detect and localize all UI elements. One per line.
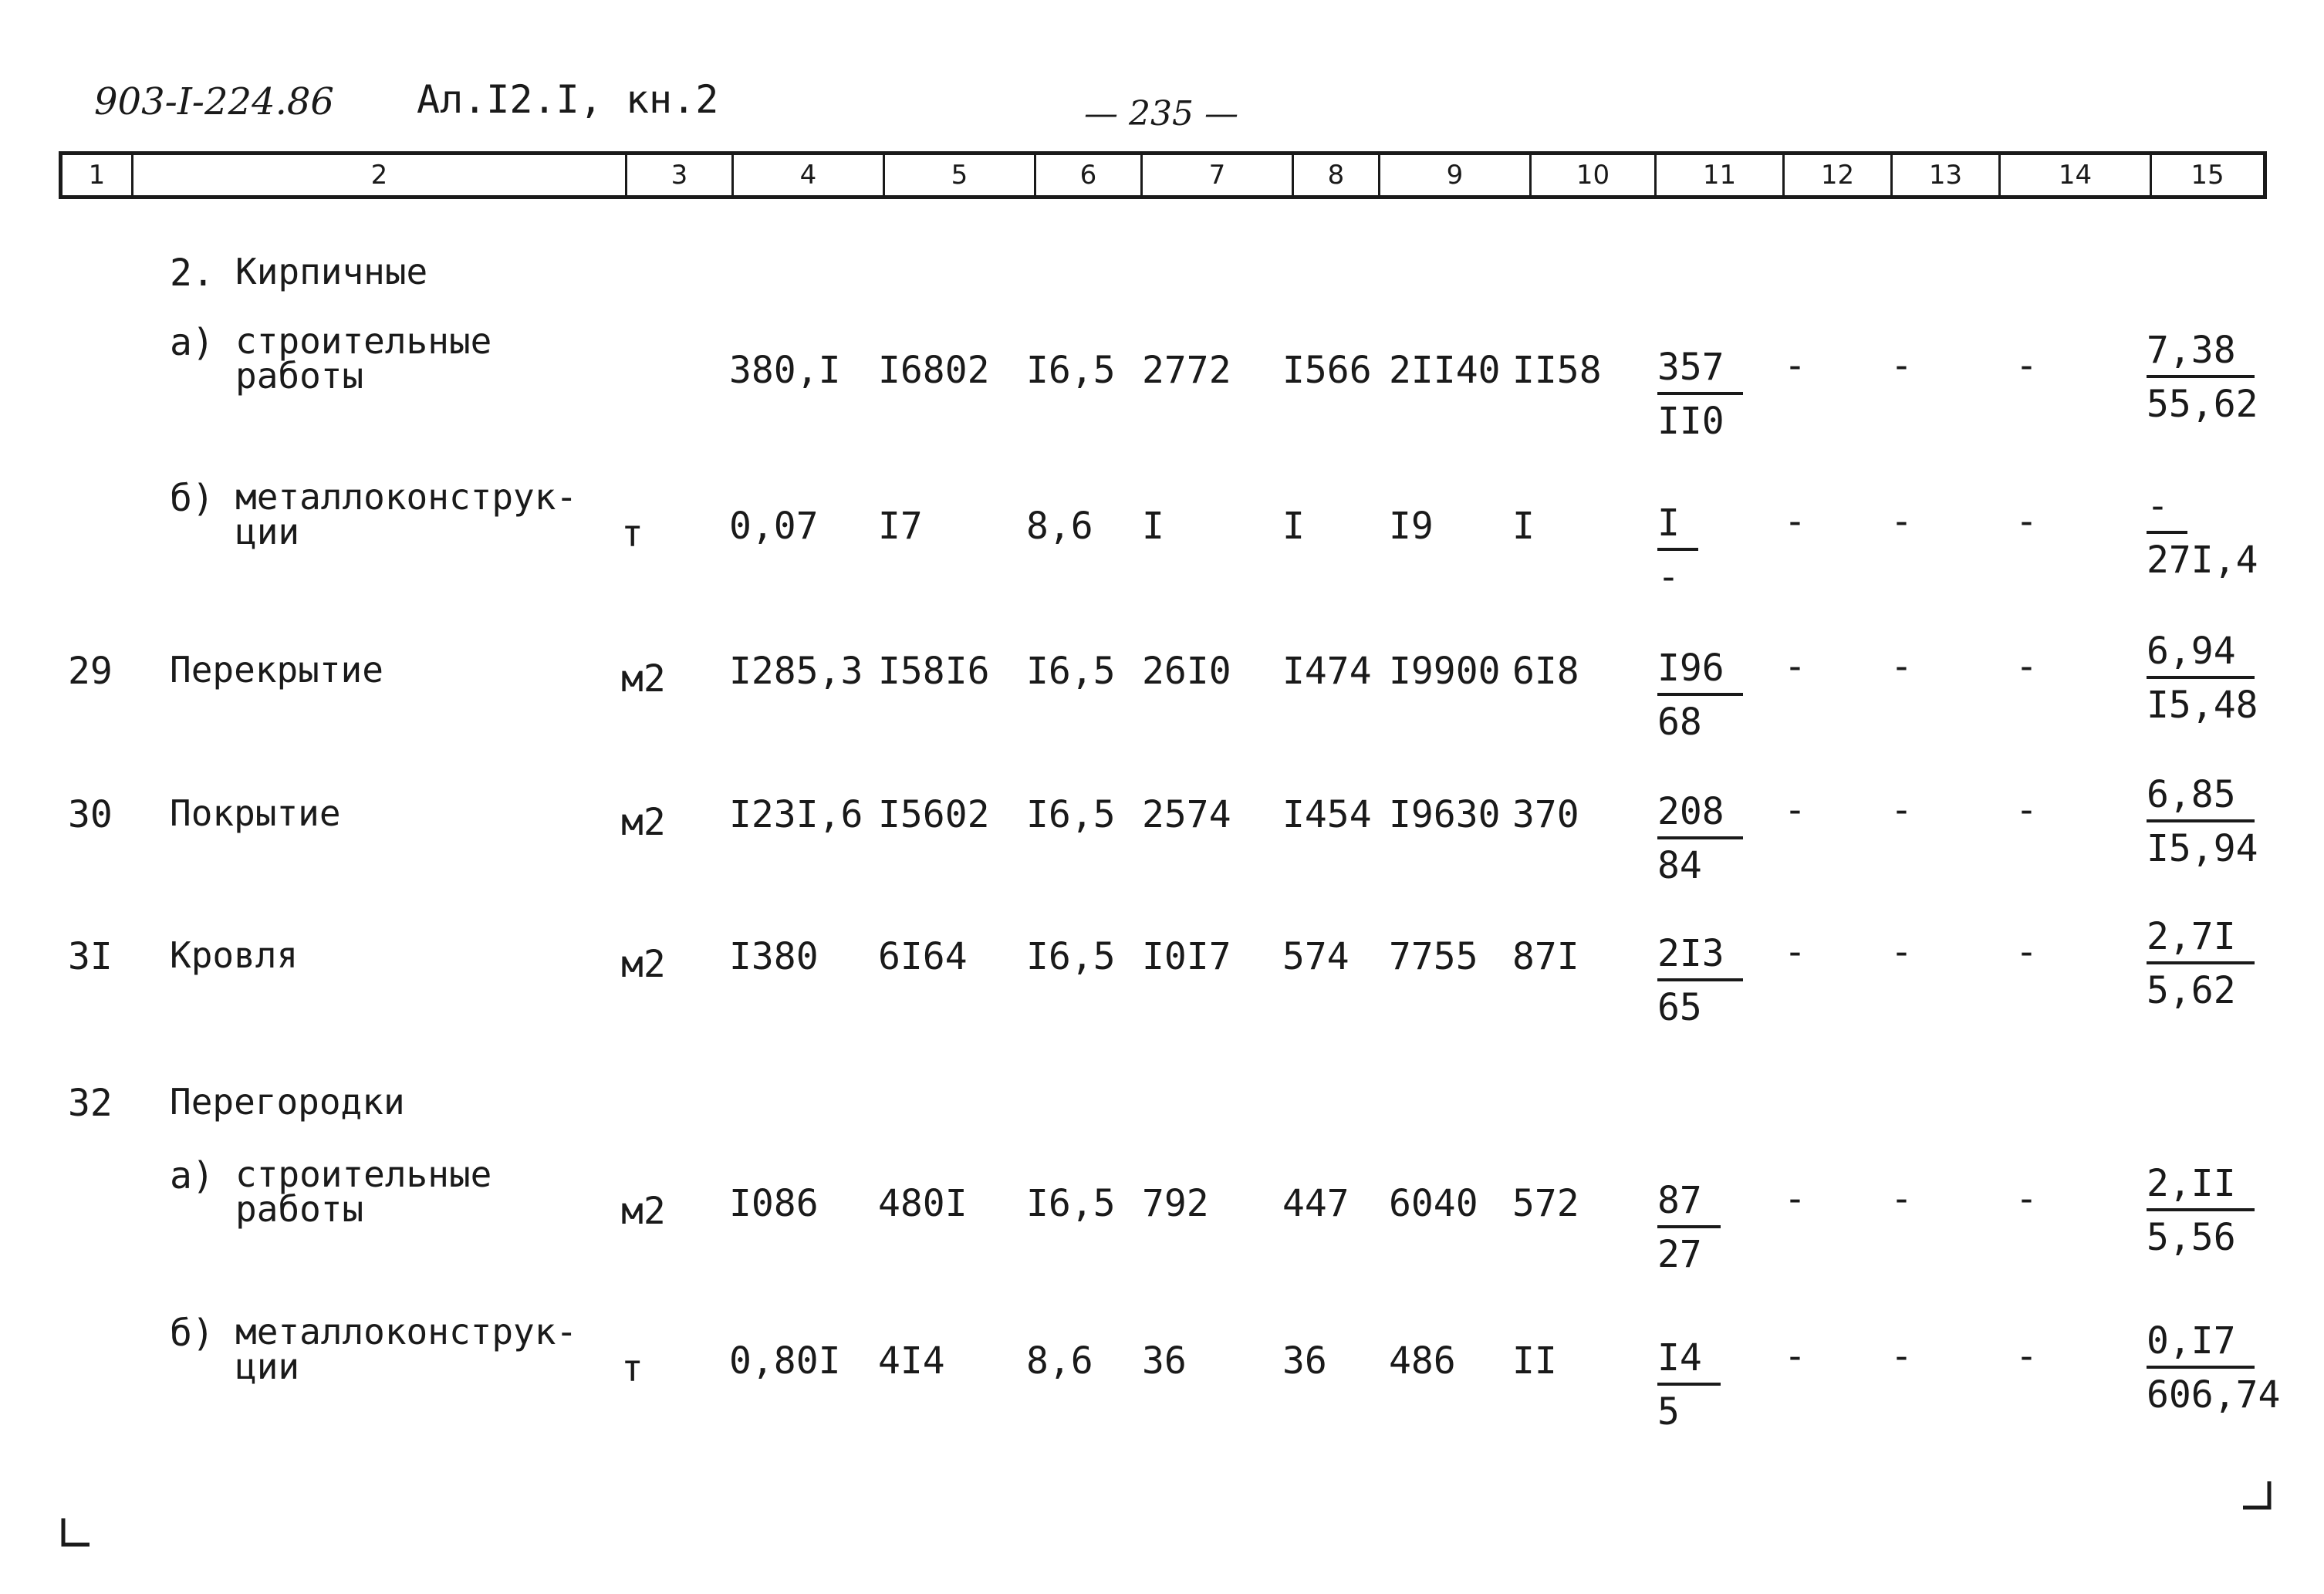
column-number: 15: [2191, 160, 2224, 191]
fraction-cell-c15-numerator: 2,II: [2147, 1165, 2255, 1211]
fraction-cell-c15-denominator: 27I,4: [2147, 539, 2258, 582]
column-number: 11: [1657, 155, 1785, 195]
row-number: 3I: [68, 935, 113, 978]
value-cell-c6: I6,5: [1026, 650, 1116, 693]
fraction-cell-c11-denominator: -: [1657, 556, 1680, 599]
value-cell-c6: I6,5: [1026, 1182, 1116, 1225]
value-cell-c12: -: [1784, 789, 1806, 832]
value-cell-c4: 0,07: [729, 505, 819, 548]
value-cell-c12: -: [1784, 344, 1806, 387]
fraction-cell-c11: [1657, 647, 1743, 744]
value-cell-c14: -: [2015, 1335, 2038, 1378]
value-cell-c4: 0,80I: [729, 1339, 841, 1383]
value-cell-c10: II58: [1512, 349, 1602, 392]
corner-mark-bottom-right: [2241, 1481, 2272, 1512]
value-cell-c8: 574: [1282, 935, 1349, 978]
value-cell-c7: I0I7: [1142, 935, 1231, 978]
value-cell-c12: -: [1784, 1177, 1806, 1221]
value-cell-c4: I380: [729, 935, 819, 978]
value-cell-c13: -: [1890, 930, 1913, 974]
column-number: 6: [1036, 155, 1143, 195]
value-cell-c5: I7: [878, 505, 923, 548]
fraction-cell-c15-denominator: 5,62: [2147, 969, 2236, 1012]
column-number: 2: [133, 155, 627, 195]
fraction-cell-c15-denominator: 606,74: [2147, 1373, 2281, 1417]
fraction-cell-c15-numerator: -: [2147, 488, 2187, 534]
column-number: 4: [734, 155, 885, 195]
row-name: строительные работы: [235, 320, 492, 397]
value-cell-c7: 792: [1142, 1182, 1209, 1225]
value-cell-c10: I: [1512, 505, 1535, 548]
value-cell-c14: -: [2015, 344, 2038, 387]
row-name: металлоконструк- ции: [235, 1311, 578, 1388]
fraction-cell-c11: [1657, 1336, 1721, 1434]
fraction-cell-c15: [2147, 485, 2258, 582]
value-cell-c14: -: [2015, 645, 2038, 688]
fraction-cell-c11-denominator: 5: [1657, 1390, 1680, 1434]
value-cell-c9: 486: [1389, 1339, 1456, 1383]
document-code: 903-I-224.86: [94, 80, 334, 123]
unit-cell: т: [621, 512, 643, 556]
value-cell-c7: 2574: [1142, 793, 1231, 836]
value-cell-c13: -: [1890, 1177, 1913, 1221]
value-cell-c5: 4I4: [878, 1339, 945, 1383]
value-cell-c14: -: [2015, 789, 2038, 832]
fraction-cell-c15-denominator: I5,48: [2147, 684, 2258, 727]
fraction-cell-c15: [2147, 1162, 2255, 1259]
value-cell-c7: I: [1142, 505, 1164, 548]
fraction-cell-c11-denominator: 84: [1657, 844, 1702, 887]
value-cell-c10: 87I: [1512, 935, 1579, 978]
fraction-cell-c11-numerator: 357: [1657, 349, 1743, 395]
fraction-cell-c11-denominator: II0: [1657, 400, 1724, 443]
corner-mark-bottom-left: [60, 1518, 91, 1549]
value-cell-c9: I9900: [1389, 650, 1501, 693]
column-number: 3: [627, 155, 734, 195]
fraction-cell-c11-numerator: I: [1657, 505, 1698, 551]
fraction-cell-c15: [2147, 630, 2258, 727]
row-name: Перекрытие: [170, 649, 383, 691]
row-subindex: а): [170, 1154, 214, 1197]
fraction-cell-c15: [2147, 329, 2258, 426]
row-subindex: б): [170, 1312, 214, 1355]
row-subindex: 2.: [170, 252, 214, 295]
column-number: 9: [1380, 155, 1532, 195]
fraction-cell-c11-denominator: 65: [1657, 986, 1702, 1029]
value-cell-c4: I23I,6: [729, 793, 863, 836]
column-number: 14: [2001, 155, 2152, 195]
value-cell-c9: I9630: [1389, 793, 1501, 836]
value-cell-c7: 36: [1142, 1339, 1187, 1383]
row-name: Кирпичные: [235, 251, 428, 292]
row-subindex: б): [170, 477, 214, 520]
value-cell-c8: 36: [1282, 1339, 1327, 1383]
value-cell-c14: -: [2015, 930, 2038, 974]
row-number: 29: [68, 650, 113, 693]
value-cell-c10: 572: [1512, 1182, 1579, 1225]
fraction-cell-c15-denominator: I5,94: [2147, 827, 2258, 870]
value-cell-c5: I6802: [878, 349, 990, 392]
value-cell-c13: -: [1890, 1335, 1913, 1378]
row-name: Кровля: [170, 934, 299, 976]
fraction-cell-c15-numerator: 6,85: [2147, 776, 2255, 822]
fraction-cell-c15-denominator: 55,62: [2147, 383, 2258, 426]
value-cell-c6: 8,6: [1026, 1339, 1093, 1383]
value-cell-c14: -: [2015, 500, 2038, 543]
value-cell-c7: 2772: [1142, 349, 1231, 392]
fraction-cell-c15-denominator: 5,56: [2147, 1216, 2236, 1259]
column-number: 7: [1143, 155, 1294, 195]
value-cell-c5: 6I64: [878, 935, 968, 978]
value-cell-c9: I9: [1389, 505, 1434, 548]
value-cell-c13: -: [1890, 344, 1913, 387]
unit-cell: м2: [621, 943, 666, 986]
fraction-cell-c11: [1657, 790, 1743, 887]
value-cell-c10: 370: [1512, 793, 1579, 836]
row-number: 32: [68, 1082, 113, 1125]
fraction-cell-c15-numerator: 6,94: [2147, 633, 2255, 679]
value-cell-c5: I58I6: [878, 650, 990, 693]
value-cell-c4: I285,3: [729, 650, 863, 693]
fraction-cell-c11: [1657, 932, 1743, 1029]
column-number: 10: [1532, 155, 1657, 195]
fraction-cell-c11-numerator: I4: [1657, 1339, 1721, 1386]
fraction-cell-c11: [1657, 1179, 1721, 1276]
fraction-cell-c15-numerator: 2,7I: [2147, 918, 2255, 964]
fraction-cell-c15: [2147, 773, 2258, 870]
page-number: — 235 —: [1084, 94, 1238, 133]
value-cell-c12: -: [1784, 1335, 1806, 1378]
value-cell-c4: 380,I: [729, 349, 841, 392]
fraction-cell-c11-numerator: 87: [1657, 1182, 1721, 1228]
value-cell-c7: 26I0: [1142, 650, 1231, 693]
value-cell-c8: I566: [1282, 349, 1372, 392]
column-number: 1: [62, 155, 133, 195]
value-cell-c13: -: [1890, 645, 1913, 688]
value-cell-c5: I5602: [878, 793, 990, 836]
value-cell-c6: I6,5: [1026, 349, 1116, 392]
value-cell-c8: I: [1282, 505, 1305, 548]
value-cell-c9: 2II40: [1389, 349, 1501, 392]
column-number-header: [59, 151, 2267, 199]
fraction-cell-c11-numerator: I96: [1657, 650, 1743, 696]
fraction-cell-c11-denominator: 27: [1657, 1233, 1702, 1276]
value-cell-c12: -: [1784, 645, 1806, 688]
unit-cell: м2: [621, 657, 666, 701]
row-name: Покрытие: [170, 792, 341, 834]
fraction-cell-c11-denominator: 68: [1657, 701, 1702, 744]
fraction-cell-c15-numerator: 0,I7: [2147, 1322, 2255, 1369]
row-subindex: а): [170, 321, 214, 364]
unit-cell: т: [621, 1347, 643, 1390]
value-cell-c6: 8,6: [1026, 505, 1093, 548]
value-cell-c10: 6I8: [1512, 650, 1579, 693]
value-cell-c8: I474: [1282, 650, 1372, 693]
column-number: 8: [1294, 155, 1380, 195]
value-cell-c6: I6,5: [1026, 793, 1116, 836]
row-number: 30: [68, 793, 113, 836]
fraction-cell-c15: [2147, 1319, 2281, 1417]
value-cell-c9: 6040: [1389, 1182, 1478, 1225]
value-cell-c12: -: [1784, 500, 1806, 543]
fraction-cell-c11: [1657, 346, 1743, 443]
unit-cell: м2: [621, 801, 666, 844]
value-cell-c12: -: [1784, 930, 1806, 974]
sheet-reference: Ал.I2.I, кн.2: [417, 77, 719, 122]
value-cell-c5: 480I: [878, 1182, 968, 1225]
fraction-cell-c15-numerator: 7,38: [2147, 332, 2255, 378]
row-name: строительные работы: [235, 1153, 492, 1231]
value-cell-c9: 7755: [1389, 935, 1478, 978]
value-cell-c13: -: [1890, 500, 1913, 543]
value-cell-c14: -: [2015, 1177, 2038, 1221]
fraction-cell-c11-numerator: 2I3: [1657, 935, 1743, 981]
column-number: 12: [1785, 155, 1893, 195]
fraction-cell-c11-numerator: 208: [1657, 793, 1743, 839]
value-cell-c8: 447: [1282, 1182, 1349, 1225]
row-name: Перегородки: [170, 1081, 405, 1123]
row-name: металлоконструк- ции: [235, 476, 578, 553]
value-cell-c10: II: [1512, 1339, 1557, 1383]
column-number: 5: [885, 155, 1036, 195]
value-cell-c13: -: [1890, 789, 1913, 832]
value-cell-c8: I454: [1282, 793, 1372, 836]
unit-cell: м2: [621, 1190, 666, 1233]
column-number: 13: [1893, 155, 2001, 195]
value-cell-c6: I6,5: [1026, 935, 1116, 978]
fraction-cell-c15: [2147, 915, 2255, 1012]
fraction-cell-c11: [1657, 502, 1698, 599]
value-cell-c4: I086: [729, 1182, 819, 1225]
